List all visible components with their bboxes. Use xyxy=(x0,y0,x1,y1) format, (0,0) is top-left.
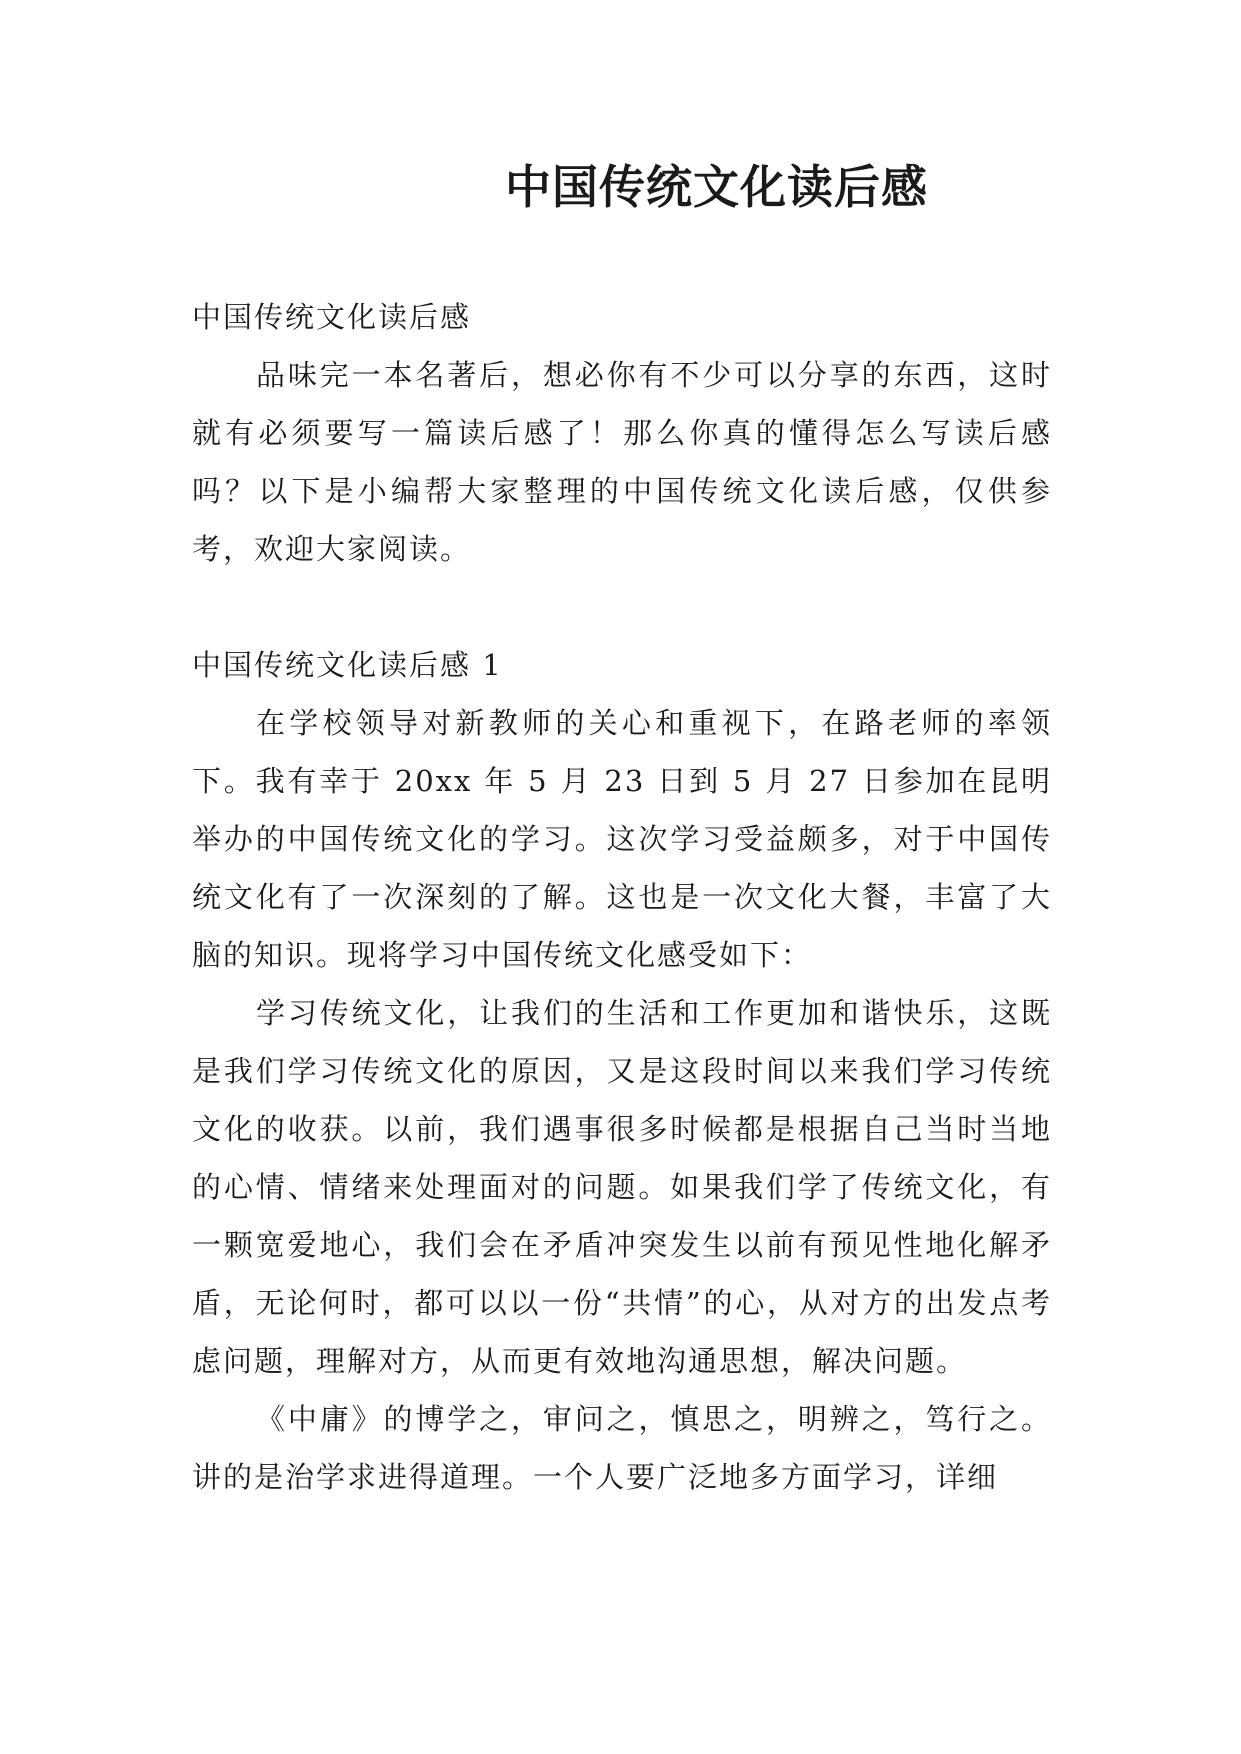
intro-paragraph: 品味完一本名著后，想必你有不少可以分享的东西，这时就有必须要写一篇读后感了！那么你真的懂得怎么写读后感吗？以下是小编帮大家整理的中国传统文化读后感，仅供参考，欢迎大家阅读。 xyxy=(192,358,1052,566)
document-title: 中国传统文化读后感 xyxy=(505,160,928,214)
body-paragraph-1: 在学校领导对新教师的关心和重视下，在路老师的率领下。我有幸于 20xx 年 5 月 23 日到 5 月 27 日参加在昆明举办的中国传统文化的学习。这次学习受益颇多，对于中国传统文化有了一次深刻的了解。这也是一次文化大餐，丰富了大脑的知识。现将学习中国传统文化感受如下： xyxy=(192,706,1052,972)
body-paragraph-2: 学习传统文化，让我们的生活和工作更加和谐快乐，这既是我们学习传统文化的原因，又是这段时间以来我们学习传统文化的收获。以前，我们遇事很多时候都是根据自己当时当地的心情、情绪来处理面对的问题。如果我们学了传统文化，有一颗宽爱地心，我们会在矛盾冲突发生以前有预见性地化解矛盾，无论何时，都可以以一份“共情”的心，从对方的出发点考虑问题，理解对方，从而更有效地沟通思想，解决问题。 xyxy=(192,996,1052,1378)
document-body xyxy=(192,288,1052,1506)
subtitle: 中国传统文化读后感 xyxy=(192,300,472,334)
body-paragraph-3: 《中庸》的博学之，审问之，慎思之，明辨之，笃行之。讲的是治学求进得道理。一个人要广泛地多方面学习，详细 xyxy=(192,1402,1052,1494)
spacer xyxy=(192,578,1052,636)
section-heading: 中国传统文化读后感 1 xyxy=(192,648,503,682)
